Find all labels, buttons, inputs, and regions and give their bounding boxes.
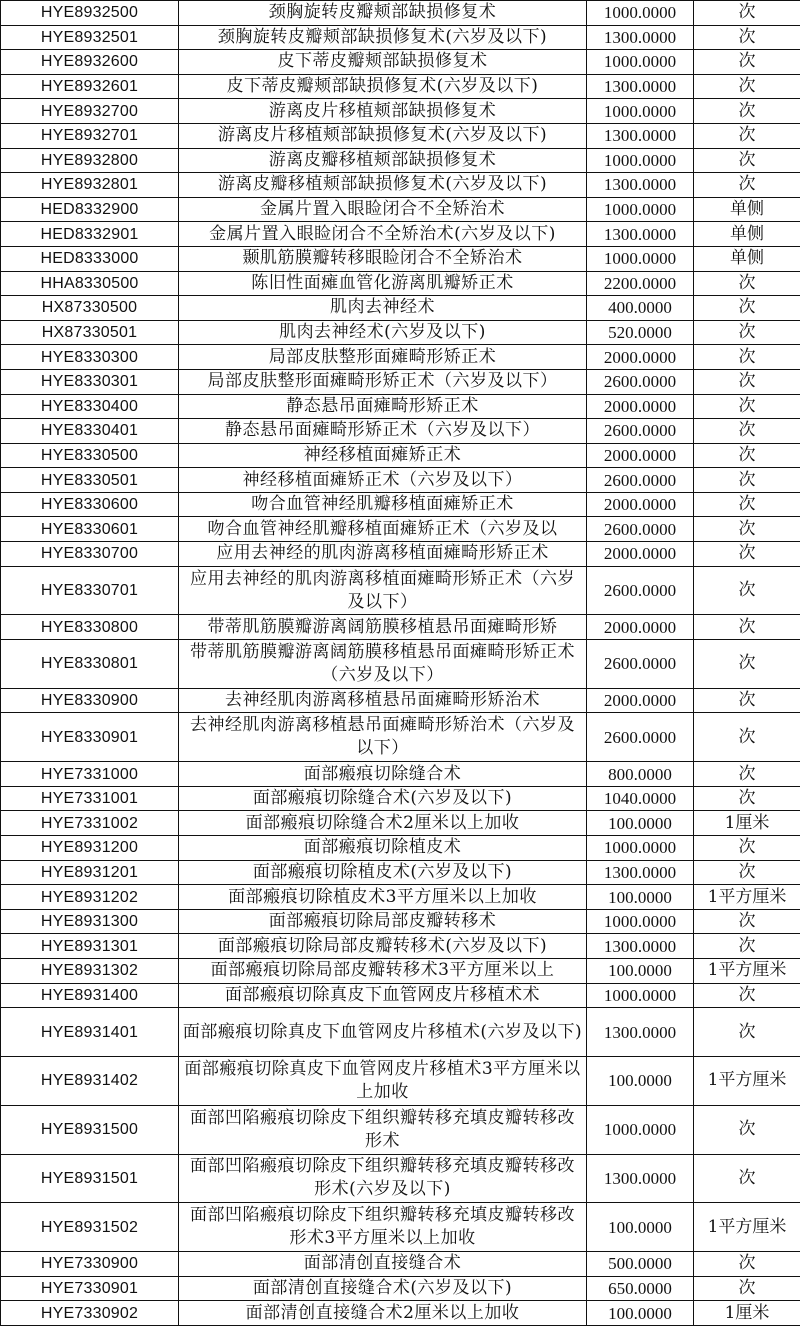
item-unit: 次 (694, 148, 800, 173)
table-row (1, 50, 800, 75)
item-unit: 1厘米 (694, 811, 800, 836)
table-row (1, 1203, 800, 1252)
item-unit: 次 (694, 369, 800, 394)
item-name: 局部皮肤整形面瘫畸形矫正术（六岁及以下） (179, 369, 587, 394)
item-unit: 单侧 (694, 246, 800, 271)
table-row (1, 99, 800, 124)
table-row (1, 419, 800, 444)
item-code: HYE8931501 (1, 1154, 179, 1203)
item-name: 神经移植面瘫矫正术 (179, 443, 587, 468)
item-unit: 次 (694, 542, 800, 567)
item-name: 静态悬吊面瘫畸形矫正术（六岁及以下） (179, 419, 587, 444)
item-price: 100.0000 (587, 1301, 694, 1326)
item-unit: 次 (694, 173, 800, 198)
item-price: 800.0000 (587, 762, 694, 787)
item-unit: 1平方厘米 (694, 1056, 800, 1105)
item-code: HYE8931302 (1, 958, 179, 983)
item-name: 面部瘢痕切除缝合术 (179, 762, 587, 787)
table-row (1, 566, 800, 615)
item-code: HYE8931402 (1, 1056, 179, 1105)
table-row (1, 443, 800, 468)
item-code: HYE8330700 (1, 542, 179, 567)
table-row (1, 148, 800, 173)
item-name: 皮下蒂皮瓣颊部缺损修复术 (179, 50, 587, 75)
item-price: 1000.0000 (587, 50, 694, 75)
item-name: 吻合血管神经肌瓣移植面瘫矫正术（六岁及以 (179, 517, 587, 542)
item-code: HYE8932600 (1, 50, 179, 75)
table-row (1, 1105, 800, 1154)
item-price: 2000.0000 (587, 394, 694, 419)
item-name: 面部瘢痕切除植皮术 (179, 836, 587, 861)
item-unit: 1平方厘米 (694, 958, 800, 983)
item-unit: 次 (694, 271, 800, 296)
item-name: 面部瘢痕切除局部皮瓣转移术3平方厘米以上 (179, 958, 587, 983)
table-row (1, 1154, 800, 1203)
item-name: 游离皮瓣移植颊部缺损修复术(六岁及以下) (179, 173, 587, 198)
item-unit: 次 (694, 345, 800, 370)
item-name: 金属片置入眼睑闭合不全矫治术(六岁及以下) (179, 222, 587, 247)
item-price: 1000.0000 (587, 246, 694, 271)
table-row (1, 1252, 800, 1277)
item-code: HYE8932800 (1, 148, 179, 173)
item-code: HYE8932700 (1, 99, 179, 124)
item-unit: 次 (694, 99, 800, 124)
item-name: 肌肉去神经术 (179, 296, 587, 321)
item-unit: 次 (694, 394, 800, 419)
table-row (1, 369, 800, 394)
item-price: 100.0000 (587, 811, 694, 836)
item-code: HYE8330500 (1, 443, 179, 468)
item-name: 面部瘢痕切除局部皮瓣转移术(六岁及以下) (179, 934, 587, 959)
item-price: 1000.0000 (587, 836, 694, 861)
item-price: 650.0000 (587, 1276, 694, 1301)
item-price: 100.0000 (587, 885, 694, 910)
item-name: 皮下蒂皮瓣颊部缺损修复术(六岁及以下) (179, 74, 587, 99)
item-unit: 次 (694, 1276, 800, 1301)
item-price: 2000.0000 (587, 615, 694, 640)
item-price: 2600.0000 (587, 640, 694, 689)
item-unit: 单侧 (694, 197, 800, 222)
item-code: HYE7331000 (1, 762, 179, 787)
item-code: HYE7330902 (1, 1301, 179, 1326)
item-name: 面部清创直接缝合术(六岁及以下) (179, 1276, 587, 1301)
item-price: 1300.0000 (587, 1154, 694, 1203)
item-price: 2000.0000 (587, 688, 694, 713)
table-row (1, 197, 800, 222)
item-code: HYE8330601 (1, 517, 179, 542)
item-code: HHA8330500 (1, 271, 179, 296)
item-code: HYE8931502 (1, 1203, 179, 1252)
item-price: 500.0000 (587, 1252, 694, 1277)
item-unit: 次 (694, 1008, 800, 1057)
item-price: 1000.0000 (587, 197, 694, 222)
item-code: HED8332900 (1, 197, 179, 222)
table-row (1, 517, 800, 542)
item-name: 面部瘢痕切除局部皮瓣转移术 (179, 909, 587, 934)
item-code: HYE8932501 (1, 25, 179, 50)
item-name: 面部瘢痕切除缝合术(六岁及以下) (179, 786, 587, 811)
item-code: HYE8931200 (1, 836, 179, 861)
item-name: 肌肉去神经术(六岁及以下) (179, 320, 587, 345)
table-row (1, 1056, 800, 1105)
item-unit: 单侧 (694, 222, 800, 247)
item-code: HYE8330901 (1, 713, 179, 762)
item-name: 局部皮肤整形面瘫畸形矫正术 (179, 345, 587, 370)
item-name: 应用去神经的肌肉游离移植面瘫畸形矫正术 (179, 542, 587, 567)
table-row (1, 25, 800, 50)
item-name: 神经移植面瘫矫正术（六岁及以下） (179, 468, 587, 493)
item-name: 陈旧性面瘫血管化游离肌瓣矫正术 (179, 271, 587, 296)
item-code: HYE8932601 (1, 74, 179, 99)
item-unit: 1平方厘米 (694, 1203, 800, 1252)
item-unit: 次 (694, 419, 800, 444)
item-name: 游离皮瓣移植颊部缺损修复术 (179, 148, 587, 173)
item-unit: 次 (694, 1, 800, 26)
item-price: 100.0000 (587, 1056, 694, 1105)
table-row (1, 345, 800, 370)
item-price: 520.0000 (587, 320, 694, 345)
item-code: HYE8931400 (1, 983, 179, 1008)
item-unit: 次 (694, 640, 800, 689)
item-code: HYE8330400 (1, 394, 179, 419)
item-price: 1300.0000 (587, 173, 694, 198)
item-name: 面部瘢痕切除真皮下血管网皮片移植术(六岁及以下) (179, 1008, 587, 1057)
item-unit: 次 (694, 1252, 800, 1277)
item-price: 1000.0000 (587, 909, 694, 934)
item-name: 面部瘢痕切除真皮下血管网皮片移植术术 (179, 983, 587, 1008)
table-row (1, 1008, 800, 1057)
item-price: 100.0000 (587, 1203, 694, 1252)
item-name: 面部凹陷瘢痕切除皮下组织瓣转移充填皮瓣转移改形术(六岁及以下) (179, 1154, 587, 1203)
table-row (1, 222, 800, 247)
item-price: 1300.0000 (587, 1008, 694, 1057)
item-name: 面部瘢痕切除真皮下血管网皮片移植术3平方厘米以上加收 (179, 1056, 587, 1105)
item-code: HYE8931301 (1, 934, 179, 959)
item-unit: 次 (694, 517, 800, 542)
item-code: HYE8330300 (1, 345, 179, 370)
table-row (1, 271, 800, 296)
item-price: 2600.0000 (587, 468, 694, 493)
table-row (1, 983, 800, 1008)
fee-table-body (1, 1, 800, 1326)
table-row (1, 836, 800, 861)
item-price: 1000.0000 (587, 99, 694, 124)
item-name: 应用去神经的肌肉游离移植面瘫畸形矫正术（六岁及以下） (179, 566, 587, 615)
table-row (1, 811, 800, 836)
item-code: HED8333000 (1, 246, 179, 271)
item-code: HYE8932701 (1, 123, 179, 148)
item-name: 带蒂肌筋膜瓣游离阔筋膜移植悬吊面瘫畸形矫正术（六岁及以下） (179, 640, 587, 689)
item-price: 1300.0000 (587, 25, 694, 50)
item-price: 1000.0000 (587, 983, 694, 1008)
item-name: 游离皮片移植颊部缺损修复术 (179, 99, 587, 124)
item-name: 游离皮片移植颊部缺损修复术(六岁及以下) (179, 123, 587, 148)
item-name: 去神经肌肉游离移植悬吊面瘫畸形矫治术（六岁及以下） (179, 713, 587, 762)
table-row (1, 713, 800, 762)
table-row (1, 786, 800, 811)
item-price: 2200.0000 (587, 271, 694, 296)
item-unit: 次 (694, 688, 800, 713)
item-price: 2600.0000 (587, 369, 694, 394)
item-price: 2000.0000 (587, 443, 694, 468)
table-row (1, 762, 800, 787)
item-unit: 次 (694, 296, 800, 321)
item-price: 1300.0000 (587, 123, 694, 148)
item-price: 1000.0000 (587, 148, 694, 173)
item-code: HX87330500 (1, 296, 179, 321)
table-row (1, 1276, 800, 1301)
item-price: 2000.0000 (587, 542, 694, 567)
item-price: 2600.0000 (587, 419, 694, 444)
item-unit: 次 (694, 615, 800, 640)
table-row (1, 123, 800, 148)
item-unit: 次 (694, 786, 800, 811)
table-row (1, 615, 800, 640)
item-code: HYE8931500 (1, 1105, 179, 1154)
table-row (1, 885, 800, 910)
item-name: 面部瘢痕切除缝合术2厘米以上加收 (179, 811, 587, 836)
item-name: 颈胸旋转皮瓣颊部缺损修复术(六岁及以下) (179, 25, 587, 50)
item-code: HYE8931202 (1, 885, 179, 910)
item-unit: 1平方厘米 (694, 885, 800, 910)
table-row (1, 860, 800, 885)
item-name: 带蒂肌筋膜瓣游离阔筋膜移植悬吊面瘫畸形矫 (179, 615, 587, 640)
item-unit: 次 (694, 443, 800, 468)
item-code: HED8332901 (1, 222, 179, 247)
item-unit: 次 (694, 1105, 800, 1154)
item-price: 2600.0000 (587, 517, 694, 542)
table-row (1, 492, 800, 517)
table-row (1, 542, 800, 567)
item-unit: 次 (694, 762, 800, 787)
item-code: HYE8931201 (1, 860, 179, 885)
item-name: 面部瘢痕切除植皮术(六岁及以下) (179, 860, 587, 885)
item-code: HYE7330900 (1, 1252, 179, 1277)
item-code: HYE8330801 (1, 640, 179, 689)
item-unit: 次 (694, 934, 800, 959)
item-price: 1000.0000 (587, 1, 694, 26)
table-row (1, 688, 800, 713)
item-unit: 次 (694, 74, 800, 99)
item-price: 2000.0000 (587, 492, 694, 517)
item-unit: 次 (694, 1154, 800, 1203)
item-name: 面部凹陷瘢痕切除皮下组织瓣转移充填皮瓣转移改形术 (179, 1105, 587, 1154)
item-unit: 次 (694, 713, 800, 762)
item-price: 1300.0000 (587, 74, 694, 99)
item-name: 颞肌筋膜瓣转移眼睑闭合不全矫治术 (179, 246, 587, 271)
item-name: 静态悬吊面瘫畸形矫正术 (179, 394, 587, 419)
table-row (1, 296, 800, 321)
item-code: HYE8330501 (1, 468, 179, 493)
item-code: HX87330501 (1, 320, 179, 345)
table-row (1, 320, 800, 345)
table-row (1, 1301, 800, 1326)
item-name: 颈胸旋转皮瓣颊部缺损修复术 (179, 1, 587, 26)
item-price: 1000.0000 (587, 1105, 694, 1154)
item-name: 金属片置入眼睑闭合不全矫治术 (179, 197, 587, 222)
item-unit: 1厘米 (694, 1301, 800, 1326)
item-code: HYE8931401 (1, 1008, 179, 1057)
table-row (1, 246, 800, 271)
item-code: HYE7331002 (1, 811, 179, 836)
item-name: 去神经肌肉游离移植悬吊面瘫畸形矫治术 (179, 688, 587, 713)
item-price: 2600.0000 (587, 566, 694, 615)
item-name: 面部瘢痕切除植皮术3平方厘米以上加收 (179, 885, 587, 910)
item-unit: 次 (694, 909, 800, 934)
item-unit: 次 (694, 492, 800, 517)
item-code: HYE8330301 (1, 369, 179, 394)
item-unit: 次 (694, 25, 800, 50)
table-row (1, 958, 800, 983)
table-row (1, 173, 800, 198)
item-unit: 次 (694, 566, 800, 615)
item-price: 100.0000 (587, 958, 694, 983)
item-unit: 次 (694, 860, 800, 885)
item-code: HYE8932801 (1, 173, 179, 198)
item-price: 1300.0000 (587, 934, 694, 959)
item-unit: 次 (694, 50, 800, 75)
item-name: 面部清创直接缝合术 (179, 1252, 587, 1277)
item-unit: 次 (694, 983, 800, 1008)
item-code: HYE8330600 (1, 492, 179, 517)
table-row (1, 934, 800, 959)
item-name: 面部凹陷瘢痕切除皮下组织瓣转移充填皮瓣转移改形术3平方厘米以上加收 (179, 1203, 587, 1252)
item-code: HYE8330800 (1, 615, 179, 640)
item-unit: 次 (694, 320, 800, 345)
item-code: HYE7331001 (1, 786, 179, 811)
table-row (1, 74, 800, 99)
table-row (1, 394, 800, 419)
item-price: 2000.0000 (587, 345, 694, 370)
item-code: HYE8931300 (1, 909, 179, 934)
table-row (1, 468, 800, 493)
item-name: 面部清创直接缝合术2厘米以上加收 (179, 1301, 587, 1326)
item-code: HYE8330701 (1, 566, 179, 615)
item-code: HYE8932500 (1, 1, 179, 26)
item-unit: 次 (694, 123, 800, 148)
item-code: HYE8330900 (1, 688, 179, 713)
table-row (1, 640, 800, 689)
item-price: 400.0000 (587, 296, 694, 321)
item-unit: 次 (694, 836, 800, 861)
item-code: HYE8330401 (1, 419, 179, 444)
table-row (1, 1, 800, 26)
item-price: 1300.0000 (587, 222, 694, 247)
item-name: 吻合血管神经肌瓣移植面瘫矫正术 (179, 492, 587, 517)
item-unit: 次 (694, 468, 800, 493)
item-price: 2600.0000 (587, 713, 694, 762)
item-price: 1300.0000 (587, 860, 694, 885)
item-code: HYE7330901 (1, 1276, 179, 1301)
table-row (1, 909, 800, 934)
item-price: 1040.0000 (587, 786, 694, 811)
